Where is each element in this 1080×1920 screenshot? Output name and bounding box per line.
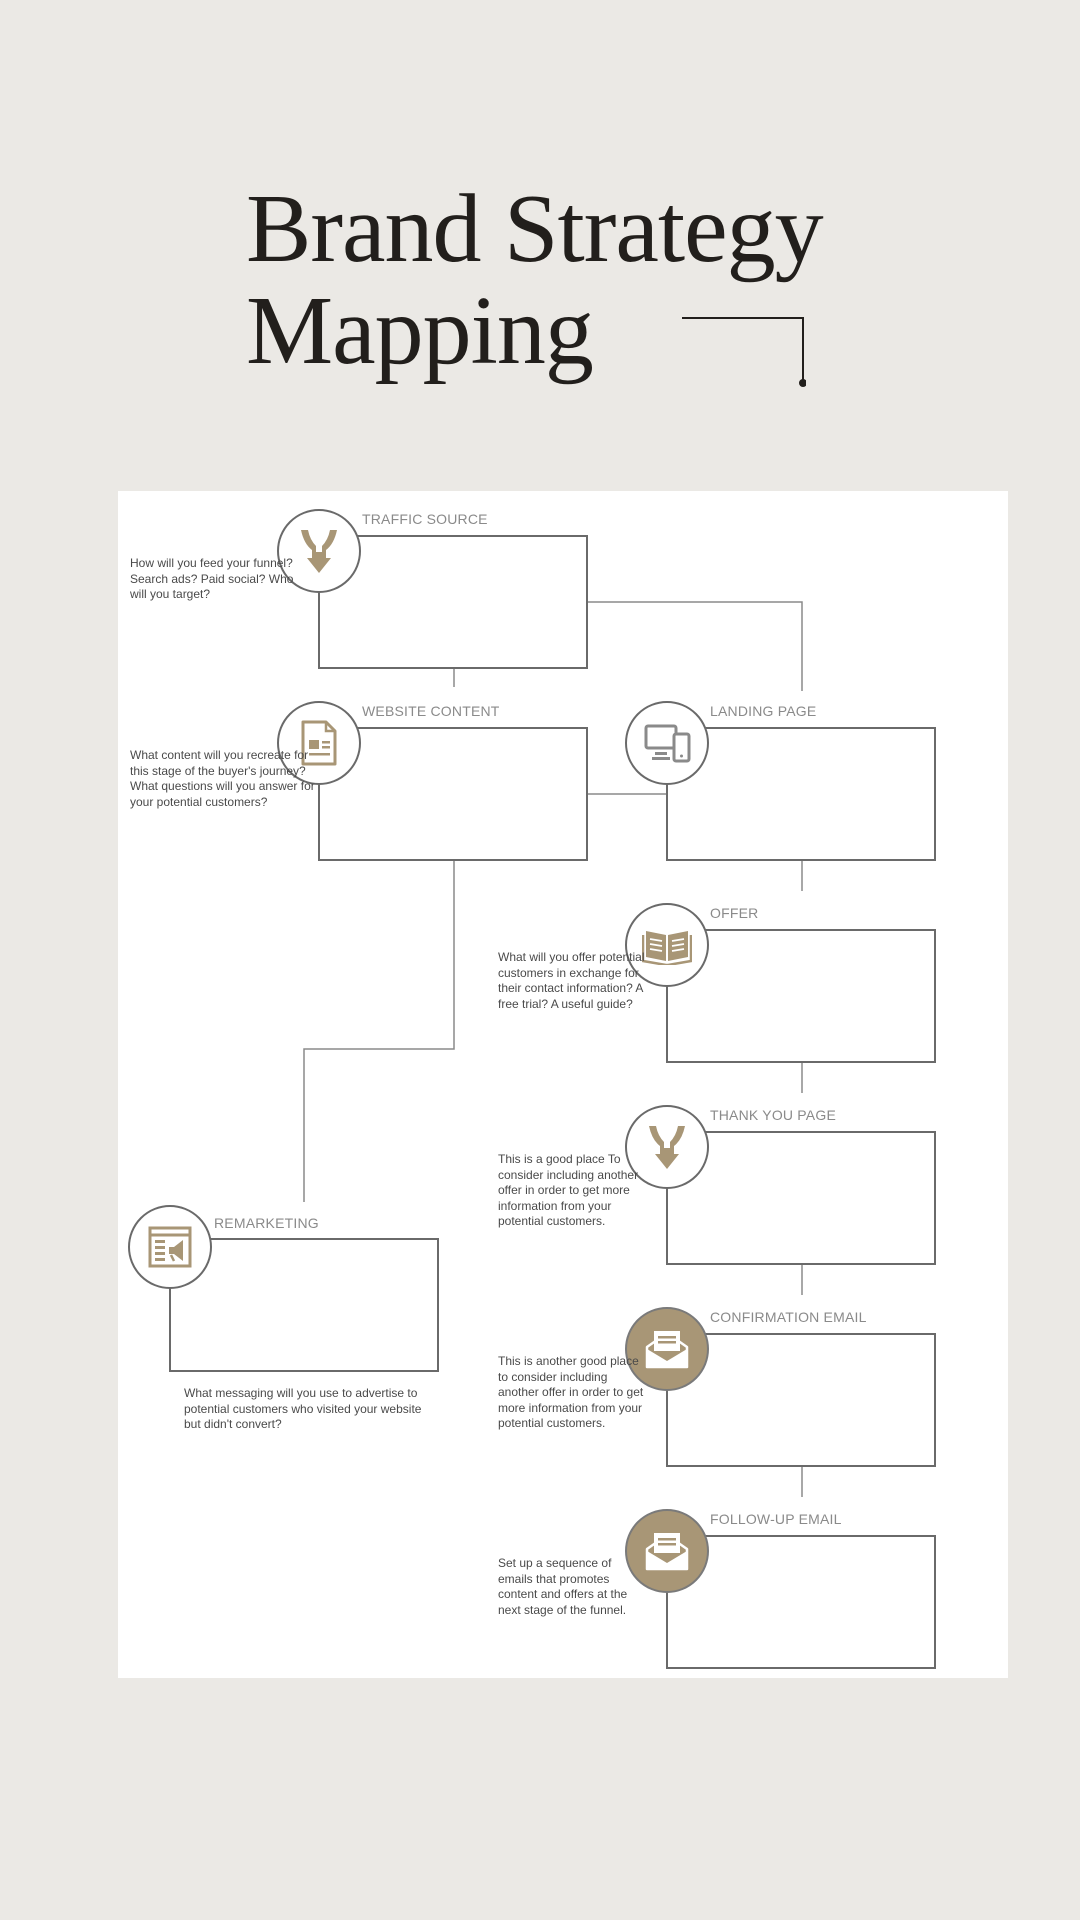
follow-up-email-label: FOLLOW-UP EMAIL <box>710 1511 842 1527</box>
page-title-line-2: Mapping <box>246 277 593 385</box>
funnel-worksheet <box>118 491 1008 1678</box>
website-content-label: WEBSITE CONTENT <box>362 703 500 719</box>
remarketing-label: REMARKETING <box>214 1215 319 1231</box>
page-title-line-1: Brand Strategy <box>246 175 823 283</box>
confirmation-email-label: CONFIRMATION EMAIL <box>710 1309 867 1325</box>
remarketing-description: What messaging will you use to advertise to potential customers who visited your website but didn't convert? <box>184 1386 422 1431</box>
envelope-icon <box>643 1529 691 1573</box>
offer-description: What will you offer potential customers in exchange for their contact information? A free trial? A useful guide? <box>498 950 645 1011</box>
thank-you-page-label: THANK YOU PAGE <box>710 1107 836 1123</box>
megaphone-window-icon <box>147 1225 193 1269</box>
flow-connectors <box>118 491 1008 1678</box>
devices-icon <box>643 722 691 764</box>
corner-bracket-decoration <box>680 314 806 388</box>
funnel-arrow-icon <box>645 1122 689 1172</box>
traffic-source-label: TRAFFIC SOURCE <box>362 511 488 527</box>
thank-you-page-description: This is a good place To consider including another offer in order to get more information from your potential customers. <box>498 1152 639 1228</box>
follow-up-email-description: Set up a sequence of emails that promotes content and offers at the next stage of the funnel. <box>498 1556 628 1617</box>
landing-page-label: LANDING PAGE <box>710 703 817 719</box>
remarketing-badge <box>128 1205 212 1289</box>
envelope-icon <box>643 1327 691 1371</box>
open-book-icon <box>642 925 692 965</box>
confirmation-email-description: This is another good place to consider including another offer in order to get more information from your potential customers. <box>498 1354 644 1430</box>
website-content-description: What content will you recreate for this stage of the buyer's journey? What questions will you answer for your potential customers? <box>130 748 315 809</box>
traffic-source-description: How will you feed your funnel? Search ads? Paid social? Who will you target? <box>130 556 294 601</box>
offer-label: OFFER <box>710 905 759 921</box>
landing-page-badge <box>625 701 709 785</box>
